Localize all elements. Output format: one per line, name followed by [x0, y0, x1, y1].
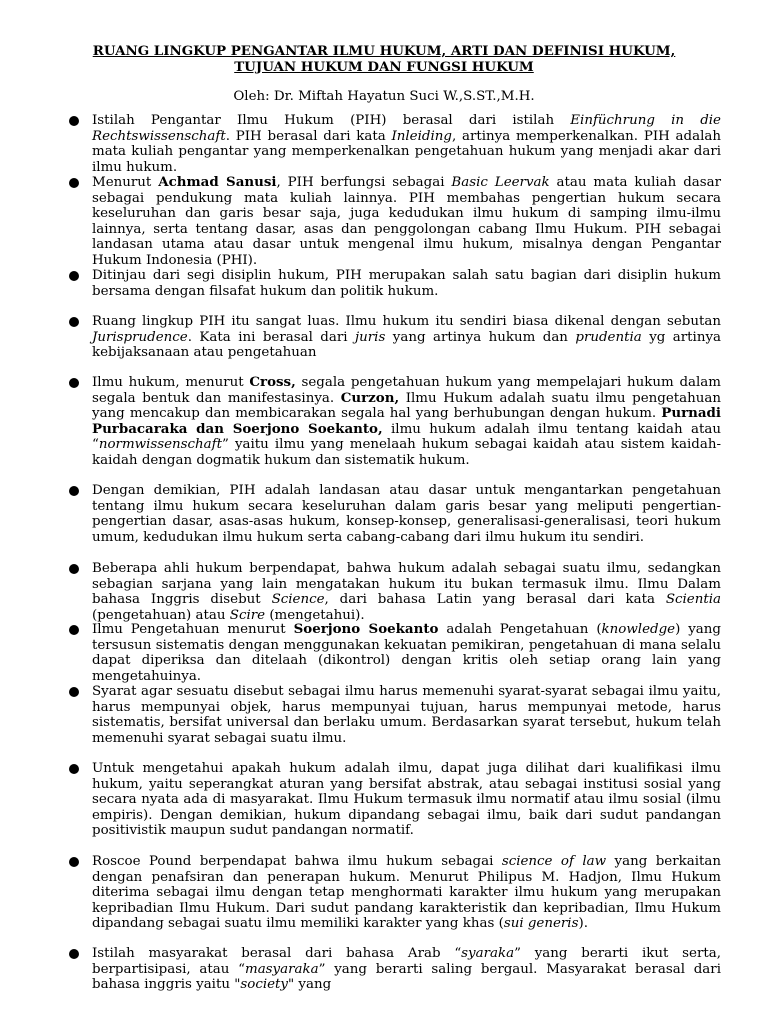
bullet-icon [69, 949, 79, 959]
item-text-run: , PIH berfungsi sebagai [276, 175, 452, 190]
item-text-run: Purnadi Purbacaraka dan Soerjono Soekanto, [92, 405, 721, 437]
bullet-icon [69, 564, 79, 574]
item-text-run: knowledge [601, 622, 676, 637]
item-text-run: Inleiding [391, 128, 452, 144]
list-item-7 [92, 561, 721, 623]
item-text-run: . Kata ini berasal dari [187, 329, 355, 345]
item-text-run: Ilmu Hukum adalah suatu ilmu pengetahuan yang mencakup dan membicarakan segala hal yang berhubungan dengan hukum. [92, 390, 721, 422]
item-text-run: " yang [287, 977, 332, 993]
list-item-2 [92, 175, 721, 269]
list-item-10 [92, 761, 721, 839]
item-text-run: yg artinya kebijaksanaan atau pengetahuan [92, 329, 721, 361]
item-text-run: Einfüchrung in die Rechtswissenschaft [92, 113, 721, 144]
item-text-run: Curzon, [340, 389, 400, 406]
item-text-run: ” yang berarti ikut serta, berpartisipasi, atau “ [92, 946, 721, 977]
item-text-run: (mengetahui). [265, 607, 365, 623]
item-text-run: ” yang berarti saling bergaul. Masyarakat berasal dari bahasa inggris yaitu " [92, 961, 721, 993]
list-item-1 [92, 113, 721, 175]
item-text-run: Science [271, 592, 325, 608]
bullet-icon [69, 486, 79, 496]
item-text-run: . PIH berasal dari kata [225, 128, 392, 144]
item-text-run: ) yang tersusun sistematis dengan menggunakan kekuatan pemikiran, pengetahuan di mana selalu dapat diperiksa dan ditelaah (dikontrol) dengan kritis oleh setiap orang lain yang mengetahuinya. [92, 622, 721, 684]
item-text-run: , artinya memperkenalkan. PIH adalah mata kuliah pengantar yang memperkenalkan pengetahuan hukum yang menjadi akar dari ilmu hukum. [92, 128, 721, 175]
item-text-run: Achmad Sanusi [158, 174, 277, 190]
item-text-run: Istilah masyarakat berasal dari bahasa Arab “ [92, 946, 462, 961]
bullet-icon [69, 687, 79, 697]
item-text-run: segala pengetahuan hukum yang mempelajari hukum dalam segala bentuk dan manifestasinya. [92, 375, 721, 406]
item-text-run: Dengan demikian, PIH adalah landasan atau dasar untuk mengantarkan pengetahuan tentang ilmu hukum secara keseluruhan dalam garis besar yang meliputi pengertian-pengertian dasar, asas-asas hukum, konsep-konsep, generalisasi-generalisasi, teori hukum umum, kedudukan ilmu hukum serta cabang-cabang dari ilmu hukum itu sendiri. [92, 483, 721, 545]
list-item-9 [92, 684, 721, 746]
list-item-4 [92, 314, 721, 361]
item-text-run: (pengetahuan) atau [92, 607, 230, 623]
item-text-run: Jurisprudence [92, 329, 188, 345]
item-text-run: Ruang lingkup PIH itu sangat luas. Ilmu hukum itu sendiri biasa dikenal dengan sebutan [92, 314, 721, 329]
item-text-run: Scientia [665, 592, 721, 608]
document-title [60, 44, 708, 75]
item-text-run: Ilmu hukum, menurut [92, 375, 250, 390]
bullet-icon [69, 116, 79, 126]
item-text-run: juris [354, 329, 386, 345]
bullet-icon [69, 857, 79, 867]
item-text-run: science of law [501, 854, 607, 869]
item-text-run: , dari bahasa Latin yang berasal dari kata [324, 592, 666, 608]
item-text-run: ). [578, 916, 588, 932]
item-text-run: Menurut [92, 175, 159, 190]
bullet-icon [69, 317, 79, 327]
bullet-icon [69, 271, 79, 281]
item-text-run: Syarat agar sesuatu disebut sebagai ilmu harus memenuhi syarat-syarat sebagai ilmu yaitu, harus mempunyai objek, harus mempunyai tujuan, harus mempunyai metode, harus sistematis, bersifat universal dan berlaku umum. Berdasarkan syarat tersebut, hukum telah memenuhi syarat sebagai suatu ilmu. [92, 684, 721, 746]
item-text-run: ” yaitu ilmu yang menelaah hukum sebagai kaidah atau sistem kaidah-kaidah dengan dogmatik hukum dan sistematik hukum. [92, 437, 721, 468]
list-item-12 [92, 946, 721, 993]
bullet-icon [69, 378, 79, 388]
item-text-run: syaraka [461, 946, 515, 961]
item-text-run: ilmu hukum adalah ilmu tentang kaidah atau “ [92, 421, 721, 453]
list-item-3 [92, 268, 721, 299]
item-text-run: Untuk mengetahui apakah hukum adalah ilmu, dapat juga dilihat dari kualifikasi ilmu hukum, yaitu seperangkat aturan yang bersifat abstrak, atau sebagai institusi sosial yang secara nyata ada di masyarakat. Ilmu Hukum termasuk ilmu normatif atau ilmu sosial (ilmu empiris). Dengan demikian, hukum dipandang sebagai ilmu, baik dari sudut pandangan positivistik maupun sudut pandangan normatif. [92, 761, 721, 839]
item-text-run: Ditinjau dari segi disiplin hukum, PIH merupakan salah satu bagian dari disiplin hukum bersama dengan filsafat hukum dan politik hukum. [92, 268, 721, 299]
item-text-run: sui generis [503, 916, 579, 932]
list-item-8 [92, 622, 721, 684]
item-text-run: normwissenschaft [98, 437, 222, 453]
item-text-run: yang artinya hukum dan [385, 329, 576, 345]
item-text-run: Istilah Pengantar Ilmu Hukum (PIH) berasal dari istilah [92, 113, 571, 128]
bullet-icon [69, 625, 79, 635]
item-text-run: adalah Pengetahuan ( [438, 622, 602, 637]
title-line-1: RUANG LINGKUP PENGANTAR ILMU HUKUM, ARTI DAN DEFINISI HUKUM, [92, 43, 676, 59]
item-text-run: society [240, 977, 288, 993]
item-text-run: Scire [229, 607, 266, 623]
author-line: Oleh: Dr. Miftah Hayatun Suci W.,S.ST.,M.H. [233, 89, 535, 104]
list-item-11 [92, 854, 721, 932]
item-text-run: yang berkaitan dengan penafsiran dan penerapan hukum. Menurut Philipus M. Hadjon, Ilmu Hukum diterima sebagai ilmu dengan tetap menghormati karakter ilmu hukum yang merupakan kepribadian Ilmu Hukum. Dari sudut pandang karakteristik dan kepribadian, Ilmu Hukum dipandang sebagai suatu ilmu memiliki karakter yang khas ( [92, 854, 722, 932]
bullet-icon [69, 178, 79, 188]
list-item-5 [92, 375, 721, 469]
item-text-run: Ilmu Pengetahuan menurut [92, 622, 294, 637]
item-text-run: Soerjono Soekanto [293, 621, 439, 637]
title-line-2: TUJUAN HUKUM DAN FUNGSI HUKUM [234, 58, 534, 75]
bullet-icon [69, 764, 79, 774]
item-text-run: Beberapa ahli hukum berpendapat, bahwa hukum adalah sebagai suatu ilmu, sedangkan sebagian sarjana yang lain mengatakan hukum itu bukan termasuk ilmu. Ilmu Dalam bahasa Inggris disebut [92, 561, 721, 608]
item-text-run: masyaraka [245, 961, 319, 977]
item-text-run: Cross, [249, 374, 296, 390]
item-text-run: Basic Leervak [451, 175, 550, 190]
item-text-run: atau mata kuliah dasar sebagai pendukung mata kuliah lainnya. PIH membahas pengertian hukum secara keseluruhan dan garis besar saja, juga kedudukan ilmu hukum di samping ilmu-ilmu lainnya, serta tentang dasar, asas dan penggolongan cabang Ilmu Hukum. PIH sebagai landasan utama atau dasar untuk mengenal ilmu hukum, misalnya dengan Pengantar Hukum Indonesia (PHI). [92, 175, 722, 268]
list-item-6 [92, 483, 721, 545]
item-text-run: Roscoe Pound berpendapat bahwa ilmu hukum sebagai [92, 854, 502, 869]
item-text-run: prudentia [575, 329, 642, 345]
